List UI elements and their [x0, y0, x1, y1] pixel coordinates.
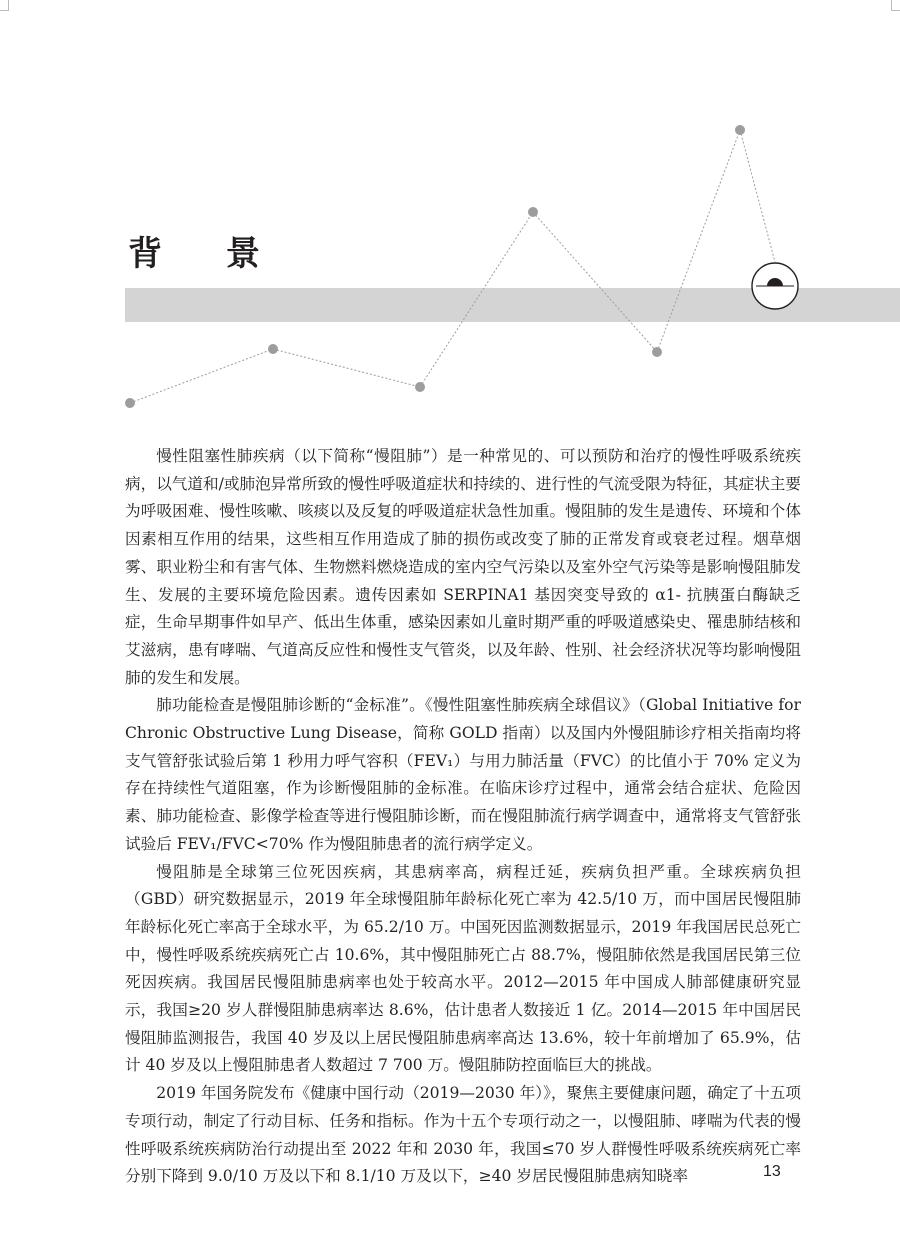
deco-dot	[735, 125, 745, 135]
deco-segment	[657, 130, 740, 352]
deco-dot	[415, 382, 425, 392]
deco-dot	[125, 398, 135, 408]
target-circle-icon	[752, 263, 798, 309]
body-text	[125, 443, 801, 1191]
deco-segment	[273, 349, 420, 387]
paragraph: 2019 年国务院发布《健康中国行动（2019—2030 年）》，聚焦主要健康问题，确定了十五项专项行动，制定了行动目标、任务和指标。作为十五个专项行动之一，以慢阻肺、哮喘为代表的慢性呼吸系统疾病防治行动提出至 2022 年和 2030 年，我国≤70 岁人群慢性呼吸系统疾病死亡率分别下降到 9.0/10 万及以下和 8.1/10 万及以下，≥40 岁居民慢阻肺患病知晓率	[125, 1084, 801, 1186]
deco-dot	[652, 347, 662, 357]
deco-segment	[740, 130, 775, 262]
deco-segment	[420, 212, 533, 387]
section-title: 背 景	[128, 234, 286, 274]
paragraph: 慢阻肺是全球第三位死因疾病，其患病率高，病程迁延，疾病负担严重。全球疾病负担（GBD）研究数据显示，2019 年全球慢阻肺年龄标化死亡率为 42.5/10 万，而中国居民慢阻肺年龄标化死亡率高于全球水平，为 65.2/10 万。中国死因监测数据显示，2019 年我国居民总死亡中，慢性呼吸系统疾病死亡占 10.6%，其中慢阻肺死亡占 88.7%，慢阻肺依然是我国居民第三位死因疾病。我国居民慢阻肺患病率也处于较高水平。2012—2015 年中国成人肺部健康研究显示，我国≥20 岁人群慢阻肺患病率达 8.6%，估计患者人数接近 1 亿。2014—2015 年中国居民慢阻肺监测报告，我国 40 岁及以上居民慢阻肺患病率高达 13.6%，较十年前增加了 65.9%，估计 40 岁及以上慢阻肺患者人数超过 7 700 万。慢阻肺防控面临巨大的挑战。	[125, 862, 801, 1075]
deco-dot	[268, 344, 278, 354]
page-number: 13	[763, 1163, 781, 1180]
paragraph: 慢性阻塞性肺疾病（以下简称“慢阻肺”）是一种常见的、可以预防和治疗的慢性呼吸系统疾病，以气道和/或肺泡异常所致的慢性呼吸道症状和持续的、进行性的气流受限为特征，其症状主要为呼吸困难、慢性咳嗽、咳痰以及反复的呼吸道症状急性加重。慢阻肺的发生是遗传、环境和个体因素相互作用的结果，这些相互作用造成了肺的损伤或改变了肺的正常发育或衰老过程。烟草烟雾、职业粉尘和有害气体、生物燃料燃烧造成的室内空气污染以及室外空气污染等是影响慢阻肺发生、发展的主要环境危险因素。遗传因素如 SERPINA1 基因突变导致的 α1- 抗胰蛋白酶缺乏症，生命早期事件如早产、低出生体重，感染因素如儿童时期严重的呼吸道感染史、罹患肺结核和艾滋病，患有哮喘、气道高反应性和慢性支气管炎，以及年龄、性别、社会经济状况等均影响慢阻肺的发生和发展。	[125, 447, 801, 687]
deco-segment	[533, 212, 657, 352]
deco-segment	[130, 349, 273, 403]
decorative-line-graphic	[0, 0, 900, 450]
paragraph: 肺功能检查是慢阻肺诊断的“金标准”。《慢性阻塞性肺疾病全球倡议》（Global Initiative for Chronic Obstructive Lung Disease，简称 GOLD 指南）以及国内外慢阻肺诊疗相关指南均将支气管舒张试验后第 1 秒用力呼气容积（FEV₁）与用力肺活量（FVC）的比值小于 70% 定义为存在持续性气道阻塞，作为诊断慢阻肺的金标准。在临床诊疗过程中，通常会结合症状、危险因素、肺功能检查、影像学检查等进行慢阻肺诊断，而在慢阻肺流行病学调查中，通常将支气管舒张试验后 FEV₁/FVC<70% 作为慢阻肺患者的流行病学定义。	[125, 696, 801, 853]
deco-dot	[528, 207, 538, 217]
